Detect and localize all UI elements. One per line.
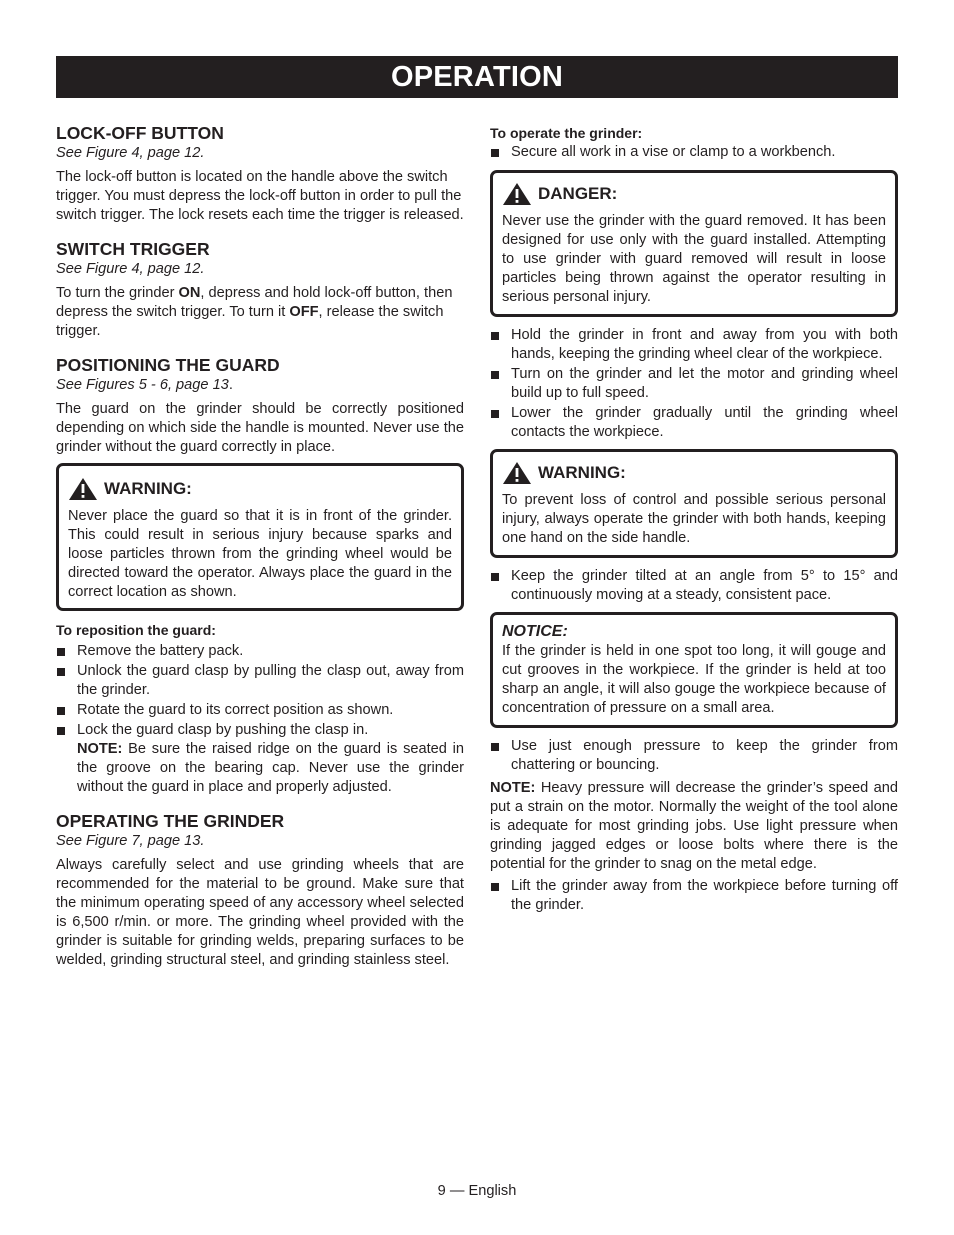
operate-steps-4 — [490, 737, 898, 775]
list-item-text: Lift the grinder away from the workpiece before turning off the grinder. — [511, 878, 898, 913]
switch-on-label: ON — [178, 285, 201, 301]
square-bullet-icon — [491, 573, 499, 581]
page-number: 9 — English — [437, 1183, 517, 1199]
page-title-banner — [56, 56, 898, 98]
switch-body-c: , release the switch trigger. — [56, 304, 444, 339]
list-item-text: Secure all work in a vise or clamp to a workbench. — [511, 144, 836, 160]
reposition-steps — [56, 642, 464, 797]
right-column — [490, 124, 898, 916]
guard-figure-ref-text: See Figures 5 - 6, page 13 — [56, 377, 229, 393]
warning-header — [502, 461, 886, 485]
warning-header — [68, 477, 452, 501]
warning-box-guard — [56, 463, 464, 611]
operate-heading: To operate the grinder: — [490, 125, 643, 141]
warning-title: WARNING: — [104, 479, 192, 498]
warning-icon — [502, 182, 532, 206]
lockoff-heading: LOCK-OFF BUTTON — [56, 123, 224, 143]
danger-box — [490, 170, 898, 317]
note-label: NOTE: — [490, 780, 536, 796]
operate-steps-1 — [490, 143, 898, 162]
operate-steps-5 — [490, 877, 898, 915]
warning-body: Never place the guard so that it is in front of the grinder. This could result in serious injury because sparks and loose particles thrown from the grinding wheel would be directed toward the operator. Always place the guard in the correct location as shown. — [68, 508, 452, 600]
square-bullet-icon — [491, 883, 499, 891]
note-text: Be sure the raised ridge on the guard is seated in the groove on the bearing cap. Never use the grinder without the guard in place and properly adjusted. — [77, 741, 464, 795]
switch-figure-ref: See Figure 4, page 12. — [56, 261, 205, 277]
list-item-text: Hold the grinder in front and away from you with both hands, keeping the grinding wheel clear of the workpiece. — [511, 327, 898, 362]
operating-figure-ref: See Figure 7, page 13. — [56, 833, 205, 849]
pressure-note — [490, 779, 898, 874]
list-item-text: Use just enough pressure to keep the grinder from chattering or bouncing. — [511, 738, 898, 773]
square-bullet-icon — [57, 707, 65, 715]
notice-title: NOTICE: — [502, 623, 568, 640]
guard-figure-ref — [56, 376, 464, 395]
list-item — [490, 143, 898, 162]
list-item — [490, 737, 898, 775]
switch-heading: SWITCH TRIGGER — [56, 239, 210, 259]
operating-heading: OPERATING THE GRINDER — [56, 811, 285, 831]
square-bullet-icon — [491, 410, 499, 418]
note-text: Heavy pressure will decrease the grinder’s speed and put a strain on the motor. Normally the weight of the tool alone is adequate for most grinding jobs. Use light pressure when grinding jagged edges or loose bolts where there is the potential for the grinder to snag on the metal edge. — [490, 780, 898, 872]
list-item-text: Remove the battery pack. — [77, 643, 244, 659]
list-item — [490, 877, 898, 915]
danger-title: DANGER: — [538, 184, 618, 203]
reposition-note — [77, 740, 464, 797]
list-item — [490, 404, 898, 442]
square-bullet-icon — [57, 668, 65, 676]
left-column — [56, 122, 464, 970]
page-title: OPERATION — [390, 61, 564, 93]
page-footer — [0, 1182, 954, 1201]
switch-body — [56, 284, 464, 341]
notice-box — [490, 612, 898, 728]
lockoff-figure-ref: See Figure 4, page 12. — [56, 145, 205, 161]
list-item-text: Lower the grinder gradually until the grinding wheel contacts the workpiece. — [511, 405, 898, 440]
switch-body-b: , depress and hold lock-off button, then depress the switch trigger. To turn it — [56, 285, 453, 320]
square-bullet-icon — [57, 648, 65, 656]
list-item-text: Unlock the guard clasp by pulling the clasp out, away from the grinder. — [77, 663, 464, 698]
guard-body: The guard on the grinder should be correctly positioned depending on which side the handle is mounted. Never use the grinder without the guard correctly in place. — [56, 401, 464, 455]
list-item-text: Turn on the grinder and let the motor and grinding wheel build up to full speed. — [511, 366, 898, 401]
warning-box-hands — [490, 449, 898, 558]
square-bullet-icon — [491, 743, 499, 751]
guard-heading: POSITIONING THE GUARD — [56, 355, 280, 375]
guard-figure-ref-end: . — [228, 377, 233, 393]
note-label: NOTE: — [77, 741, 123, 757]
operate-steps-2 — [490, 326, 898, 442]
square-bullet-icon — [57, 727, 65, 735]
danger-body: Never use the grinder with the guard removed. It has been designed for use only with the guard installed. Attempting to use grinder with guard removed will result in loose particles being thrown against the operator resulting in serious personal injury. — [502, 213, 886, 305]
warning-title: WARNING: — [538, 463, 626, 482]
list-item — [56, 642, 464, 661]
lockoff-body: The lock-off button is located on the handle above the switch trigger. You must depress the lock-off button in order to pull the switch trigger. The lock resets each time the trigger is released. — [56, 169, 464, 223]
operate-steps-3 — [490, 567, 898, 605]
list-item — [490, 365, 898, 403]
list-item — [490, 567, 898, 605]
switch-body-a: To turn the grinder — [56, 285, 179, 301]
list-item-text: Rotate the guard to its correct position as shown. — [77, 702, 394, 718]
reposition-heading: To reposition the guard: — [56, 622, 216, 638]
warning-icon — [68, 477, 98, 501]
square-bullet-icon — [491, 371, 499, 379]
switch-off-label: OFF — [289, 304, 319, 320]
list-item-text: Lock the guard clasp by pushing the clasp in. — [77, 722, 369, 738]
square-bullet-icon — [491, 332, 499, 340]
danger-header — [502, 182, 886, 206]
list-item — [490, 326, 898, 364]
square-bullet-icon — [491, 149, 499, 157]
warning-icon — [502, 461, 532, 485]
operating-body: Always carefully select and use grinding wheels that are recommended for the material to be ground. Make sure that the minimum operating speed of any accessory wheel selected is 6,500 r/min. or more. The grinding wheel provided with the grinder is suitable for grinding welds, preparing surfaces to be welded, grinding structural steel, and grinding stainless steel. — [56, 857, 464, 968]
list-item — [56, 721, 464, 797]
list-item — [56, 662, 464, 700]
warning-body: To prevent loss of control and possible serious personal injury, always operate the grinder with both hands, keeping one hand on the side handle. — [502, 492, 886, 546]
list-item-text: Keep the grinder tilted at an angle from 5° to 15° and continuously moving at a steady, consistent pace. — [511, 568, 898, 603]
list-item — [56, 701, 464, 720]
notice-body: If the grinder is held in one spot too long, it will gouge and cut grooves in the workpiece. If the grinder is held at too sharp an angle, it will also gouge the workpiece because of concentration of pressure on a small area. — [502, 643, 886, 716]
